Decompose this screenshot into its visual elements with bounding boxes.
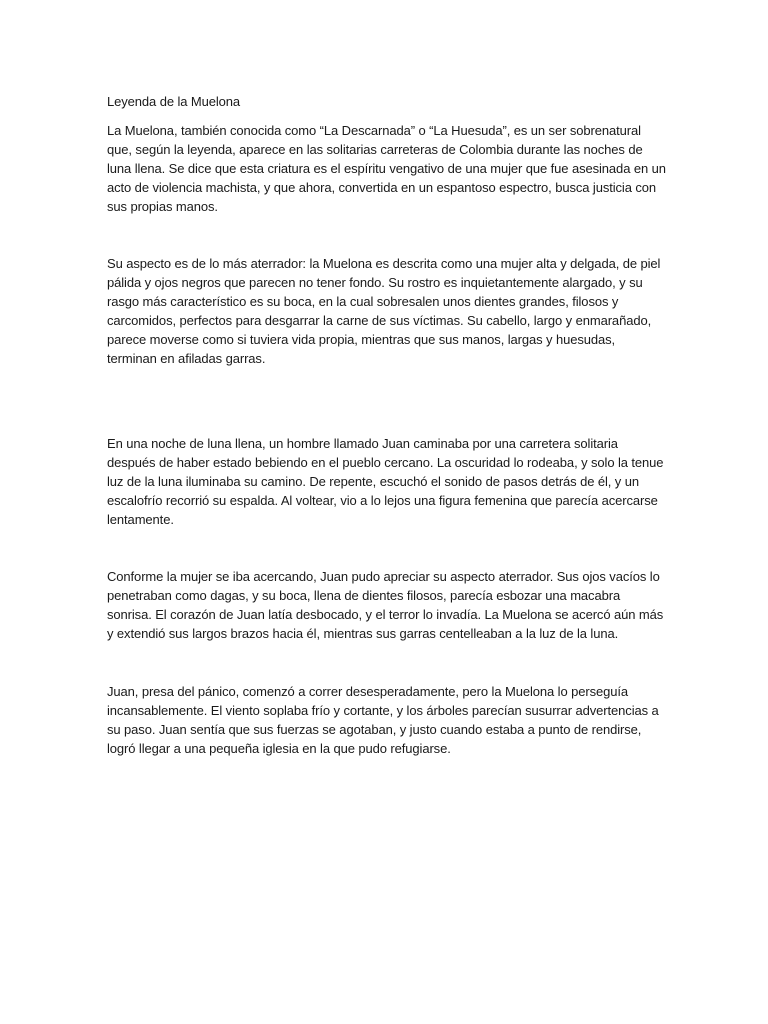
paragraph-appearance: Su aspecto es de lo más aterrador: la Muelona es descrita como una mujer alta y delgada, de piel pálida y ojos negros que parecen no tener fondo. Su rostro es inquietantemente alargado, y su rasgo más característico es su boca, en la cual sobresalen unos dientes grandes, filosos y carcomidos, perfectos para desgarrar la carne de sus víctimas. Su cabello, largo y enmarañado, parece moverse como si tuviera vida propia, mientras que sus manos, largas y huesudas, terminan en afiladas garras. bbox=[107, 256, 661, 366]
paragraph-encounter: En una noche de luna llena, un hombre llamado Juan caminaba por una carretera solitaria después de haber estado bebiendo en el pueblo cercano. La oscuridad lo rodeaba, y solo la tenue luz de la luna iluminaba su camino. De repente, escuchó el sonido de pasos detrás de él, y un escalofrío recorrió su espalda. Al voltear, vio a lo lejos una figura femenina que parecía acercarse lentamente. bbox=[107, 436, 664, 527]
document-title: Leyenda de la Muelona bbox=[107, 94, 241, 109]
paragraph-intro: La Muelona, también conocida como “La Descarnada” o “La Huesuda”, es un ser sobrenatural que, según la leyenda, aparece en las solitarias carreteras de Colombia durante las noches de luna llena. Se dice que esta criatura es el espíritu vengativo de una mujer que fue asesinada en un acto de violencia machista, y que ahora, convertida en un espantoso espectro, busca justicia con sus propias manos. bbox=[107, 123, 666, 214]
paragraph-approach: Conforme la mujer se iba acercando, Juan pudo apreciar su aspecto aterrador. Sus ojos vacíos lo penetraban como dagas, y su boca, llena de dientes filosos, parecía esbozar una macabra sonrisa. El corazón de Juan latía desbocado, y el terror lo invadía. La Muelona se acercó aún más y extendió sus largos brazos hacia él, mientras sus garras centelleaban a la luz de la luna. bbox=[107, 569, 664, 641]
paragraph-escape: Juan, presa del pánico, comenzó a correr desesperadamente, pero la Muelona lo perseguía incansablemente. El viento soplaba frío y cortante, y los árboles parecían susurrar advertencias a su paso. Juan sentía que sus fuerzas se agotaban, y justo cuando estaba a punto de rendirse, logró llegar a una pequeña iglesia en la que pudo refugiarse. bbox=[107, 684, 659, 756]
